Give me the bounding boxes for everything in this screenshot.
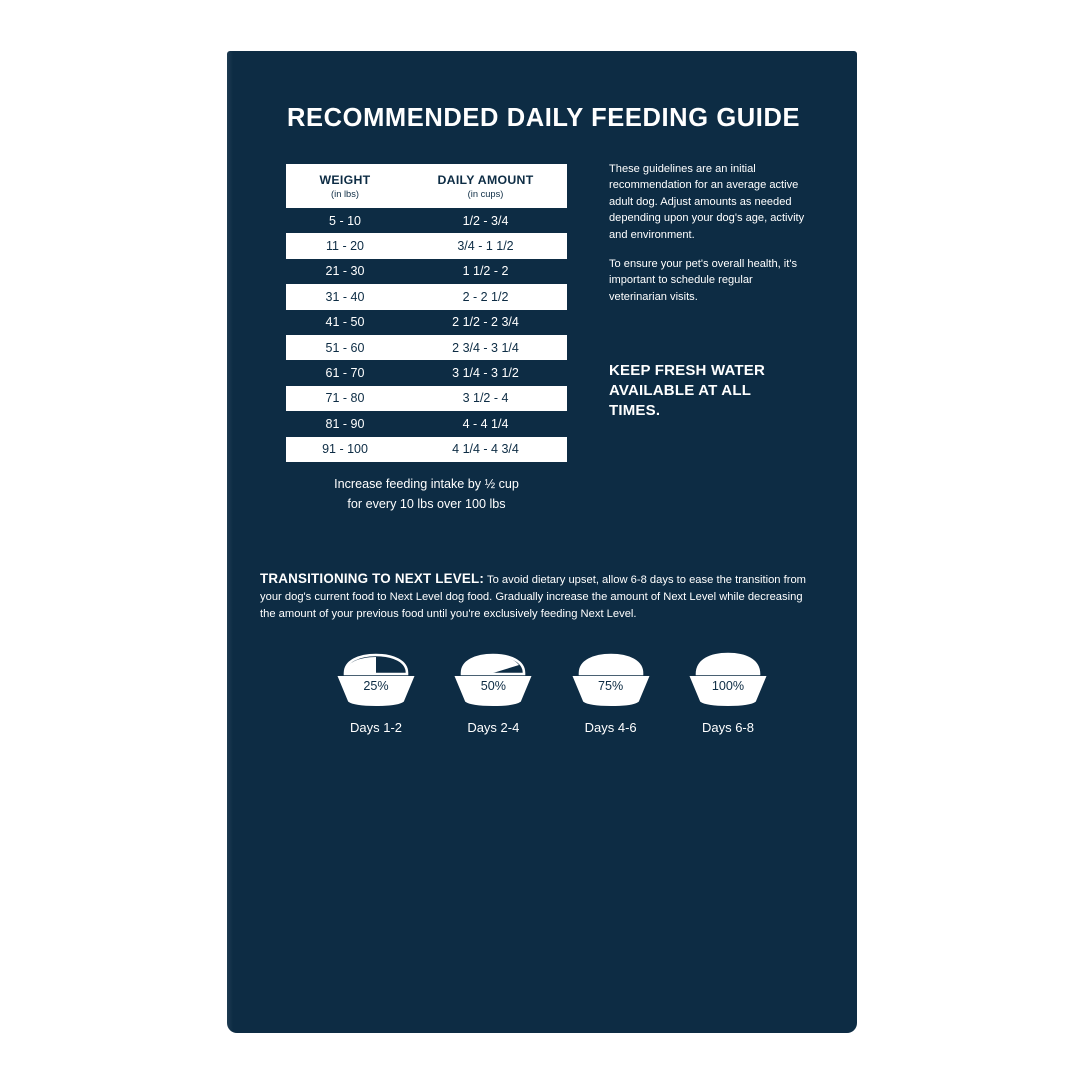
bowl-percent-label: 25% [363,679,389,693]
bowl-75-wrap [564,651,658,707]
table-header-amount [404,173,567,199]
bowl-100-wrap [681,651,775,707]
transition-step [444,651,542,735]
table-header-weight [286,173,404,199]
transition-body: To avoid dietary upset, allow 6-8 days to ease the transition from your dog's current food to Next Level dog food. Gradually increase the amount of Next Level while decreasing the amount of your previous food until you're exclusively feeding Next Level. [260,574,806,621]
bowl-25-wrap [329,651,423,707]
cell-weight: 31 - 40 [325,289,365,304]
cell-weight: 61 - 70 [325,366,365,381]
side-note-paragraph-2: To ensure your pet's overall health, it's important to schedule regular veterinarian visits. [609,258,797,303]
cell-weight: 11 - 20 [326,239,364,254]
bowl-days-label: Days 1-2 [349,720,403,735]
cell-amount: 4 1/4 - 4 3/4 [452,442,519,457]
bowl-percent-label: 75% [598,679,624,693]
cell-weight: 5 - 10 [329,213,361,228]
cell-weight: 81 - 90 [325,416,365,431]
cell-weight: 21 - 30 [325,264,365,279]
table-header-weight-label: WEIGHT [319,173,371,187]
table-row [286,310,567,335]
table-row [286,284,567,309]
table-row [286,208,567,233]
cell-amount: 3 1/4 - 3 1/2 [452,366,519,381]
table-row [286,411,567,436]
transition-section [260,569,820,623]
table-row [286,437,567,462]
bowl-days-label: Days 2-4 [467,720,520,735]
transition-heading: TRANSITIONING TO NEXT LEVEL: [260,571,485,586]
cell-weight: 91 - 100 [322,442,368,457]
fresh-water-callout: KEEP FRESH WATER AVAILABLE AT ALL TIMES. [609,362,765,419]
feeding-guide-panel [227,51,857,1033]
table-row [286,233,567,258]
feeding-table [286,164,567,462]
cell-weight: 71 - 80 [325,391,365,406]
transition-step [562,651,660,735]
cell-amount: 2 3/4 - 3 1/4 [452,340,519,355]
cell-amount: 2 - 2 1/2 [462,289,509,304]
bowl-percent-label: 100% [711,679,745,693]
cell-weight: 41 - 50 [325,315,365,330]
bowl-50-wrap [446,651,540,707]
table-footnote-line2: for every 10 lbs over 100 lbs [347,497,506,512]
transition-step [327,651,425,735]
table-footnote [286,474,567,515]
cell-amount: 3 1/2 - 4 [462,391,509,406]
table-row [286,335,567,360]
page-title: RECOMMENDED DAILY FEEDING GUIDE [287,104,801,132]
table-header-row [286,164,567,208]
cell-amount: 3/4 - 1 1/2 [457,239,514,254]
cell-weight: 51 - 60 [325,340,365,355]
transition-steps [327,651,777,735]
table-header-weight-unit: (in lbs) [331,189,359,199]
table-header-amount-label: DAILY AMOUNT [437,173,534,187]
transition-step [679,651,777,735]
bowl-percent-label: 50% [480,679,506,693]
table-row [286,360,567,385]
table-row [286,386,567,411]
cell-amount: 1/2 - 3/4 [462,213,509,228]
table-footnote-line1: Increase feeding intake by ½ cup [334,477,519,491]
cell-amount: 4 - 4 1/4 [462,416,509,431]
bowl-days-label: Days 4-6 [584,720,637,735]
table-row [286,259,567,284]
side-note-paragraph-1: These guidelines are an initial recommendation for an average active adult dog. Adjust amounts as needed depending upon your dog's age, activity and environment. [609,163,805,241]
side-notes [609,161,805,318]
cell-amount: 1 1/2 - 2 [462,264,509,279]
bowl-days-label: Days 6-8 [701,720,754,735]
table-header-amount-unit: (in cups) [467,189,504,199]
cell-amount: 2 1/2 - 2 3/4 [452,315,519,330]
